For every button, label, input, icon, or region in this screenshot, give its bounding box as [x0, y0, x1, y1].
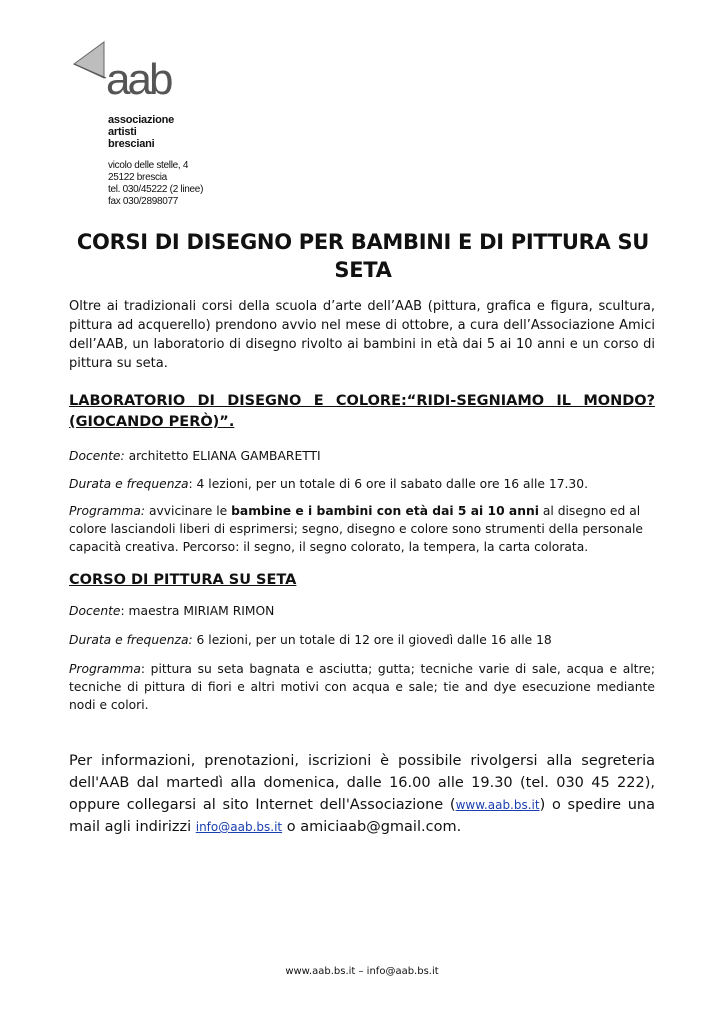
lab-programma-label: Programma: — [69, 504, 146, 518]
lab-programma-bold: bambine e i bambini con età dai 5 ai 10 anni — [231, 504, 539, 518]
lab-durata-label: Durata e frequenza — [69, 477, 189, 491]
document-title — [70, 228, 656, 284]
seta-programma-value: : pittura su seta bagnata e asciutta; gutta; tecniche varie di sale, acqua e altre; tecniche di pittura di fiori e altri motivi con acqua e sale; tie and dye esecuzione mediante nodi e colori. — [69, 662, 655, 712]
info-line-2: dell'AAB dal martedì alla domenica, dalle 16.00 alle 19.30 (tel. 030 45 222), — [69, 775, 655, 791]
seta-docente-value: : maestra MIRIAM RIMON — [120, 604, 275, 618]
website-link[interactable]: www.aab.bs.it — [455, 798, 540, 812]
aab-logo — [68, 34, 188, 104]
lab-programma-post: al disegno ed al colore lasciandoli liberi di esprimersi; segno, disegno e colore sono strumenti della personale capacità creativa. Percorso: il segno, il segno colorato, la tempera, la carta colorata. — [69, 504, 643, 554]
info-line-3 — [69, 794, 655, 816]
lab-heading-line-2: (GIOCANDO PERÒ)”. — [69, 414, 235, 430]
lab-heading-line-1: LABORATORIO DI DISEGNO E COLORE:“RIDI-SEGNIAMO IL MONDO? — [69, 393, 655, 409]
seta-docente — [69, 602, 655, 620]
seta-durata-label: Durata e frequenza: — [69, 633, 193, 647]
seta-durata-value: 6 lezioni, per un totale di 12 ore il giovedì dalle 16 alle 18 — [192, 633, 552, 647]
seta-durata — [69, 631, 655, 649]
organization-name — [108, 114, 174, 150]
lab-docente — [69, 447, 655, 465]
logo-wordmark: aab — [106, 55, 171, 104]
address-line: 25122 brescia — [108, 172, 167, 183]
info-line-4 — [69, 816, 655, 838]
address-line: vicolo delle stelle, 4 — [108, 160, 189, 171]
lab-docente-label: Docente: — [69, 449, 125, 463]
lab-programma — [69, 502, 655, 556]
page-footer: www.aab.bs.it – info@aab.bs.it — [285, 966, 439, 977]
org-line: bresciani — [108, 138, 155, 150]
seta-programma — [69, 660, 655, 714]
organization-address — [108, 160, 203, 208]
title-line-1: CORSI DI DISEGNO PER BAMBINI E DI PITTURA SU — [76, 230, 650, 254]
title-line-2: SETA — [334, 258, 392, 282]
info-line-1: Per informazioni, prenotazioni, iscrizioni è possibile rivolgersi alla segreteria — [69, 753, 655, 769]
lab-programma-pre: avvicinare le — [145, 504, 232, 518]
seta-programma-label: Programma — [69, 662, 141, 676]
org-line: associazione — [108, 114, 175, 126]
info-line-3-post: ) o spedire una — [539, 797, 655, 813]
org-line: artisti — [108, 126, 137, 138]
lab-durata — [69, 475, 655, 493]
info-paragraph — [69, 750, 655, 838]
logo-triangle-shape — [74, 42, 104, 78]
lab-heading — [69, 391, 655, 433]
lab-docente-value: architetto ELIANA GAMBARETTI — [124, 449, 321, 463]
address-line: tel. 030/45222 (2 linee) — [108, 184, 204, 195]
address-line: fax 030/2898077 — [108, 196, 179, 207]
email-link[interactable]: info@aab.bs.it — [195, 820, 283, 834]
info-line-4-post: o amiciaab@gmail.com. — [282, 819, 462, 835]
seta-heading: CORSO DI PITTURA SU SETA — [69, 572, 297, 588]
lab-durata-value: : 4 lezioni, per un totale di 6 ore il sabato dalle ore 16 alle 17.30. — [188, 477, 588, 491]
info-line-3-pre: oppure collegarsi al sito Internet dell'Associazione ( — [69, 797, 456, 813]
info-line-4-pre: mail agli indirizzi — [69, 819, 196, 835]
seta-docente-label: Docente — [69, 604, 121, 618]
intro-paragraph: Oltre ai tradizionali corsi della scuola d’arte dell’AAB (pittura, grafica e figura, scultura, pittura ad acquerello) prendono avvio nel mese di ottobre, a cura dell’Associazione Amici dell’AAB, un laboratorio di disegno rivolto ai bambini in età dai 5 ai 10 anni e un corso di pittura su seta. — [69, 299, 655, 371]
